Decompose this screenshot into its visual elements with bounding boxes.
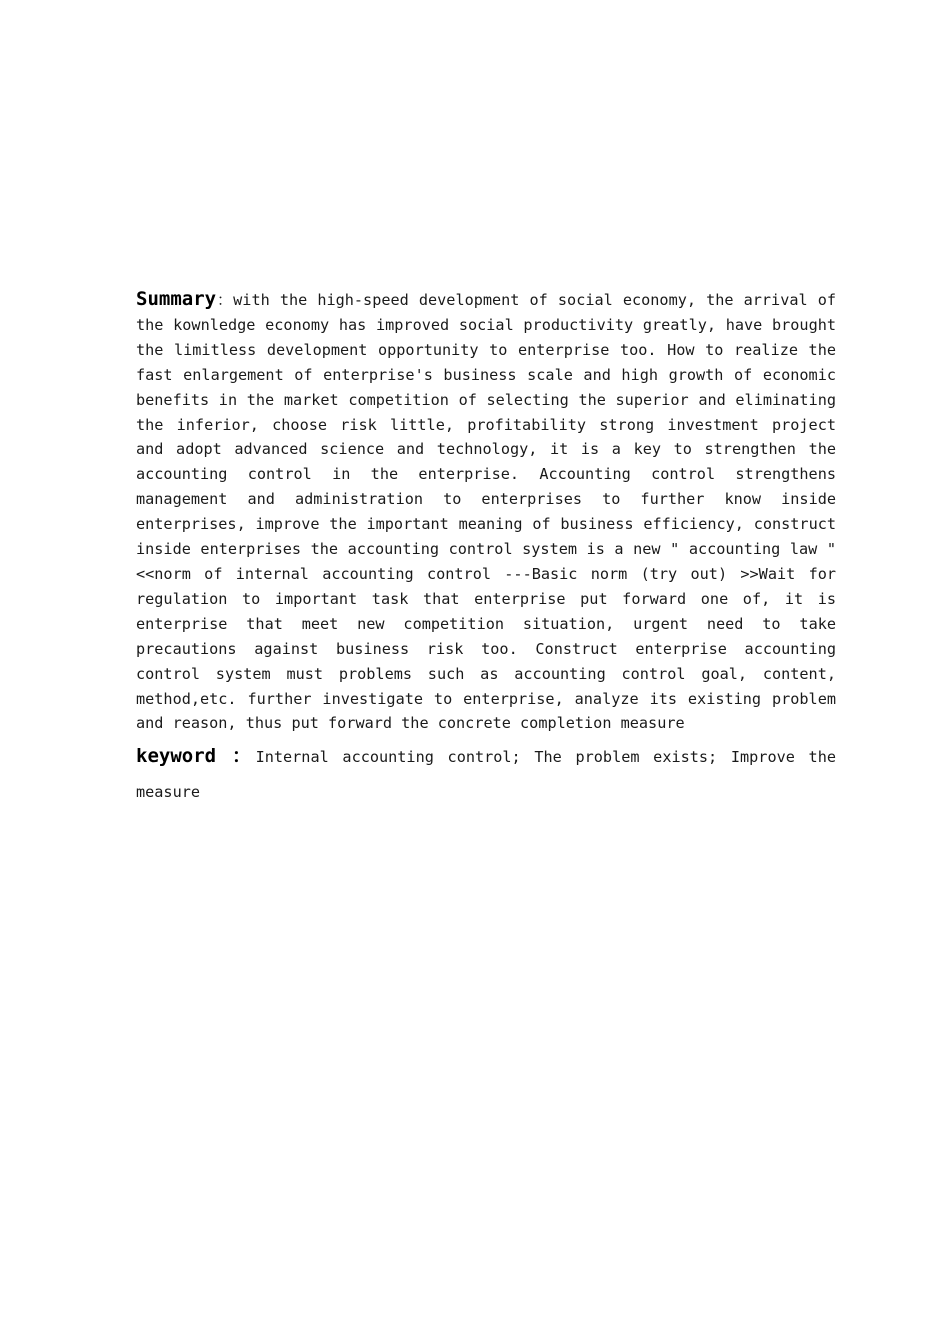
summary-text: with the high-speed development of social economy, the arrival of the kownledge economy has improved social productivity greatly, have brought the limitless development opportunity to enterprise too. How to realize the fast enlargement of enterprise's business scale and high growth of economic benefits in the market competition of selecting the superior and eliminating the inferior, choose risk little, profitability strong investment project and adopt advanced science and technology, it is a key to strengthen the accounting control in the enterprise. Accounting control strengthens management and administration to enterprises to further know inside enterprises, improve the important meaning of business efficiency, construct inside enterprises the accounting control system is a new " accounting law " <<norm of internal accounting control ---Basic norm (try out) >>Wait for regulation to important task that enterprise put forward one of, it is enterprise that meet new competition situation, urgent need to take precautions against business risk too. Construct enterprise accounting control system must problems such as accounting control goal, content, method,etc. further investigate to enterprise, analyze its existing problem and reason, thus put forward the concrete completion measure xyxy=(136,291,836,733)
summary-paragraph xyxy=(136,287,836,736)
abstract-section xyxy=(136,287,836,810)
keyword-paragraph xyxy=(136,739,836,810)
keyword-text: Internal accounting control; The problem exists; Improve the measure xyxy=(136,748,836,802)
summary-separator: ： xyxy=(216,291,234,309)
keyword-label: keyword ： xyxy=(136,745,256,768)
summary-label: Summary xyxy=(136,288,217,310)
